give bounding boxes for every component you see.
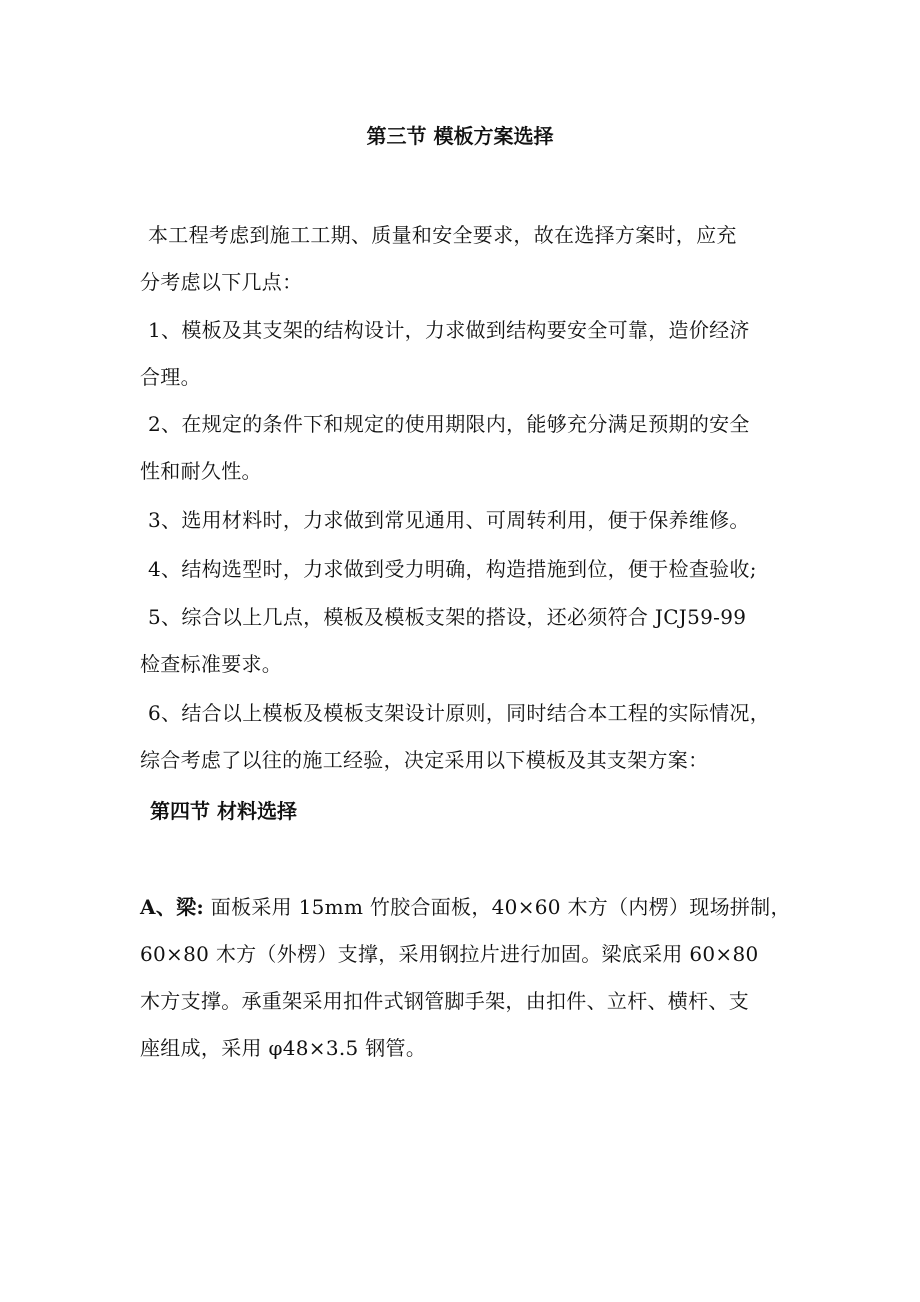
item-2-line-1: 2、在规定的条件下和规定的使用期限内，能够充分满足预期的安全 bbox=[148, 412, 750, 436]
item-4 bbox=[140, 546, 790, 593]
beam-line-4: 座组成，采用 φ48×3.5 钢管。 bbox=[140, 1036, 427, 1060]
item-3 bbox=[140, 497, 790, 544]
item-5-line-1: 5、综合以上几点，模板及模板支架的搭设，还必须符合 JCJ59-99 bbox=[148, 605, 747, 629]
intro-paragraph bbox=[140, 212, 790, 306]
beam-paragraph bbox=[140, 884, 790, 1072]
section4-title: 第四节 材料选择 bbox=[150, 799, 297, 823]
item-5-line-2: 检查标准要求。 bbox=[140, 652, 283, 676]
item-4-line-1: 4、结构选型时，力求做到受力明确，构造措施到位，便于检查验收; bbox=[148, 557, 757, 581]
intro-line-2: 分考虑以下几点： bbox=[140, 270, 303, 294]
item-1-line-2: 合理。 bbox=[140, 365, 201, 389]
item-6 bbox=[140, 690, 790, 784]
beam-label: A、梁: bbox=[140, 895, 205, 919]
item-6-line-1: 6、结合以上模板及模板支架设计原则，同时结合本工程的实际情况， bbox=[148, 701, 771, 725]
intro-line-1: 本工程考虑到施工工期、质量和安全要求，故在选择方案时，应充 bbox=[148, 223, 737, 247]
beam-line-1-text: 面板采用 15mm 竹胶合面板，40×60 木方（内楞）现场拼制， bbox=[204, 895, 791, 919]
item-3-line-1: 3、选用材料时，力求做到常见通用、可周转利用，便于保养维修。 bbox=[148, 508, 750, 532]
item-5 bbox=[140, 594, 790, 688]
item-6-line-2: 综合考虑了以往的施工经验，决定采用以下模板及其支架方案： bbox=[140, 748, 709, 772]
item-2 bbox=[140, 401, 790, 495]
beam-line-1 bbox=[140, 884, 790, 931]
section3-title: 第三节 模板方案选择 bbox=[366, 124, 554, 148]
item-2-line-2: 性和耐久性。 bbox=[140, 459, 262, 483]
beam-line-2: 60×80 木方（外楞）支撑，采用钢拉片进行加固。梁底采用 60×80 bbox=[140, 942, 759, 966]
item-1-line-1: 1、模板及其支架的结构设计，力求做到结构要安全可靠，造价经济 bbox=[148, 318, 750, 342]
item-1 bbox=[140, 307, 790, 401]
beam-line-3: 木方支撑。承重架采用扣件式钢管脚手架，由扣件、立杆、横杆、支 bbox=[140, 989, 749, 1013]
